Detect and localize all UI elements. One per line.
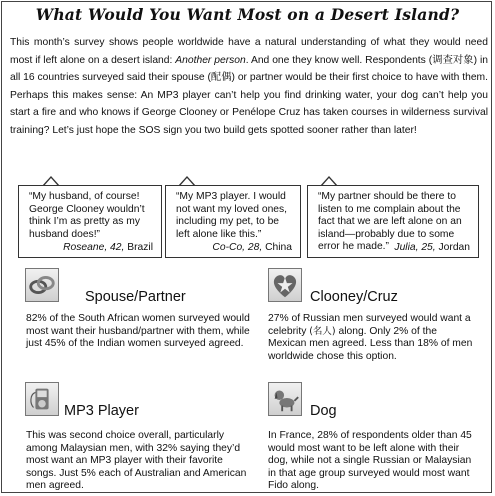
intro-paragraph <box>10 34 488 140</box>
quote-bubble-2 <box>165 185 301 258</box>
quote-text: “My MP3 player. I would not want my loved ones, including my pet, to be left alone like this.” <box>176 191 288 240</box>
quote-bubble-3 <box>307 185 479 258</box>
quote-attribution: Roseane, 42, Brazil <box>63 241 153 253</box>
dog-icon <box>268 382 302 416</box>
quote-attribution: Julia, 25, Jordan <box>394 241 470 253</box>
intro-emphasis: Another person <box>175 54 246 66</box>
mp3-body: This was second choice overall, particularly among Malaysian men, with 32% saying they’d most want an MP3 player with their favorite songs. Just 5% each of Australian and American men agreed. <box>26 430 247 492</box>
quote-attribution: Co-Co, 28, China <box>212 241 292 253</box>
quote-text: “My partner should be there to listen to me complain about the fact that we are left alone on an island—probably due to some error he made.” <box>318 191 462 252</box>
clooney-heading: Clooney/Cruz <box>310 289 398 305</box>
quote-bubble-1 <box>18 185 162 258</box>
mp3-player-icon <box>25 382 59 416</box>
heart-star-icon <box>268 268 302 302</box>
intro-text-1: This month’s survey shows people worldwide have a natural understanding of what they would need most if left alone on a desert island: <box>10 37 488 66</box>
wedding-rings-icon <box>25 268 59 302</box>
dog-body: In France, 28% of respondents older than 45 would most want to be left alone with their dog, while not a single Russian or Malaysian in that age group surveyed would most want Fido along. <box>268 430 472 492</box>
quote-text: “My husband, of course! George Clooney wouldn’t think I’m as pretty as my husband does!” <box>29 191 145 240</box>
mp3-heading: MP3 Player <box>64 403 139 419</box>
page-title: What Would You Want Most on a Desert Island? <box>35 5 460 24</box>
spouse-body: 82% of the South African women surveyed would most want their husband/partner with them, while just 45% of the Indian women surveyed agreed. <box>26 313 250 350</box>
spouse-heading: Spouse/Partner <box>85 289 186 305</box>
intro-text-2: . And one they know well. Respondents (调查对象) in all 16 countries surveyed said their spouse (配偶) or partner would be their first choice to have with them. Perhaps this makes sense: An MP3 player can’t help you find drinking water, your dog can’t help you start a fire and who knows if George Clooney or Penélope Cruz has taken courses in wilderness survival training? Let’s just hope the SOS sign you two build gets spotted sooner rather than later! <box>10 54 488 136</box>
dog-heading: Dog <box>310 403 337 419</box>
clooney-body: 27% of Russian men surveyed would want a celebrity (名人) along. Only 2% of the Mexican men agreed. Less than 18% of men worldwide chose this option. <box>268 313 473 362</box>
